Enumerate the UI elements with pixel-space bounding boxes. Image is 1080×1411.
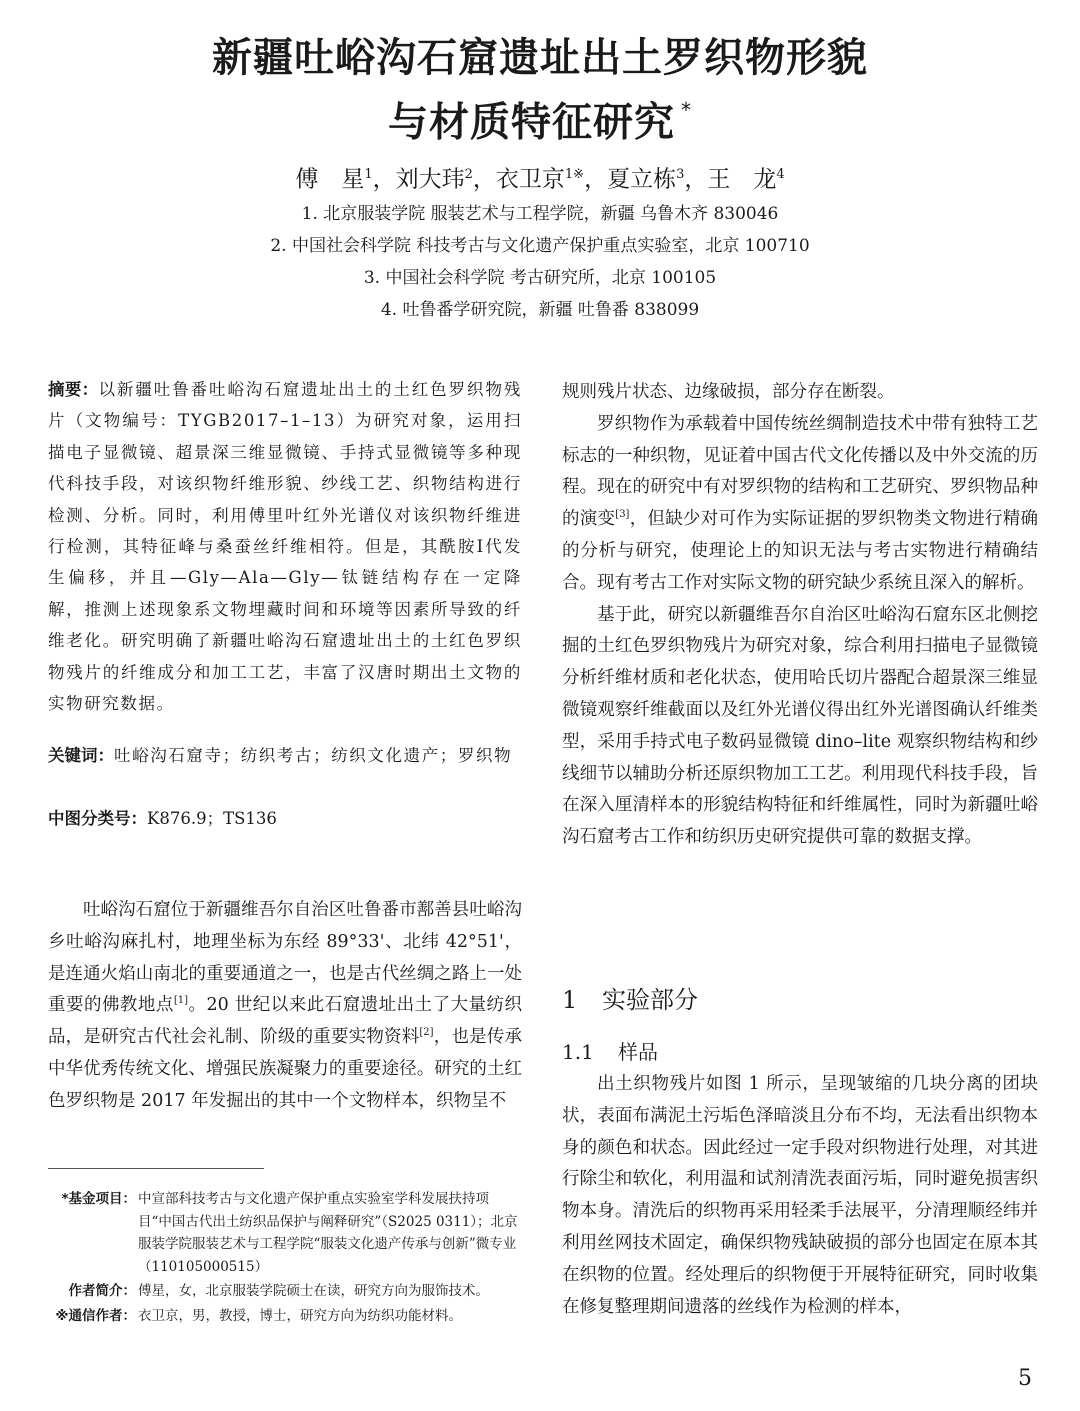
author-list: 傅 星$^1$，刘大玮$^2$，衣卫京$^{1※}$，夏立栋$^3$，王 龙$^4$ xyxy=(295,166,785,193)
affiliation: 2. 中国社会科学院 科技考古与文化遗产保护重点实验室，北京 100710 xyxy=(270,236,810,256)
footnote-text: 傅星，女，北京服装学院硕士在读，研究方向为服饰技术。 xyxy=(138,1283,489,1299)
paragraph: 出土织物残片如图 1 所示，呈现皱缩的几块分离的团块状，表面布满泥土污垢色泽暗淡且分布不均，无法看出织物本身的颜色和状态。因此经过一定手段对织物进行处理，对其进行除尘和软化，利用温和试剂清洗表面污垢，同时避免损害织物本身。清洗后的织物再采用轻柔手法展平，分清理顺经纬并利用丝网技术固定，确保织物残缺破损的部分也固定在原本其在织物的位置。经处理后的织物便于开展特征研究，同时收集在修复整理期间遗落的丝线作为检测的样本， xyxy=(562,1074,1038,1317)
footnote-label: 作者简介： xyxy=(68,1283,136,1299)
section-number: 1.1 xyxy=(562,1040,594,1064)
abstract xyxy=(48,374,522,719)
paragraph-text: 吐峪沟石窟位于新疆维吾尔自治区吐鲁番市鄯善县吐峪沟乡吐峪沟麻扎村，地理坐标为东经 89°33'、北纬 42°51'，是连通火焰山南北的重要通道之一，也是古代丝绸之路上一处重要的佛教地点 xyxy=(48,900,522,1016)
author-name: 王 龙 xyxy=(707,166,777,193)
paragraph xyxy=(48,895,522,1118)
footnote-funding xyxy=(48,1188,522,1278)
footnote-text: 中宣部科技考古与文化遗产保护重点实验室学科发展扶持项目“中国古代出土纺织品保护与阐释研究”（S2025 0311）；北京服装学院服装艺术与工程学院“服装文化遗产传承与创新”微专业（110105000515） xyxy=(138,1191,518,1275)
author-name: 傅 星 xyxy=(295,166,365,193)
citation-ref[interactable]: [2] xyxy=(419,1027,434,1039)
paper-title-line-2-text: 与材质特征研究 xyxy=(388,99,675,146)
author-affiliation-mark: 1※ xyxy=(564,167,585,182)
classification-text: K876.9；TS136 xyxy=(147,809,277,828)
citation-ref[interactable]: [1] xyxy=(173,995,189,1007)
citation-ref[interactable]: [3] xyxy=(615,509,630,521)
abstract-text: 以新疆吐鲁番吐峪沟石窟遗址出土的土红色罗织物残片（文物编号：TYGB2017–1–13）为研究对象，运用扫描电子显微镜、超景深三维显微镜、手持式显微镜等多种现代科技手段，对该织物纤维形貌、纱线工艺、织物结构进行检测、分析。同时，利用傅里叶红外光谱仪对该织物纤维进行检测，其特征峰与桑蚕丝纤维相符。但是，其酰胺Ⅰ代发生偏移，并且—Gly—Ala—Gly—钛链结构存在一定降解，推测上述现象系文物埋藏时间和环境等因素所导致的纤维老化。研究明确了新疆吐峪沟石窟遗址出土的土红色罗织物残片的纤维成分和加工工艺，丰富了汉唐时期出土文物的实物研究数据。 xyxy=(48,380,522,714)
keywords xyxy=(48,740,522,771)
paragraph-text: 。20 世纪以来此石窟遗址出土了大量纺织品，是研究古代社会礼制、阶级的重要实物资料 xyxy=(48,995,522,1048)
affiliation: 4. 吐鲁番学研究院，新疆 吐鲁番 838099 xyxy=(380,300,700,320)
paper-title-line-2 xyxy=(0,86,1080,150)
paragraph: 基于此，研究以新疆维吾尔自治区吐峪沟石窟东区北侧挖掘的土红色罗织物残片为研究对象，综合利用扫描电子显微镜分析纤维材质和老化状态，使用哈氏切片器配合超景深三维显微镜观察纤维截面以及红外光谱仪得出红外光谱图确认纤维类型，采用手持式电子数码显微镜 dino–lite 观察织物结构和纱线细节以辅助分析还原织物加工工艺。利用现代科技手段，旨在深入厘清样本的形貌结构特征和纤维属性，同时为新疆吐峪沟石窟考古工作和纺织历史研究提供可靠的数据支撑。 xyxy=(562,604,1038,848)
footnote-divider xyxy=(48,1168,264,1169)
keywords-label: 关键词： xyxy=(48,746,114,765)
paper-title-line-1: 新疆吐峪沟石窟遗址出土罗织物形貌 xyxy=(212,35,868,81)
keywords-text: 吐峪沟石窟寺；纺织考古；纺织文化遗产；罗织物 xyxy=(114,746,513,765)
paragraph-text: 罗织物作为承载着中国传统丝绸制造技术中带有独特工艺标志的一种织物，见证着中国古代文化传播以及中外交流的历程。现在的研究中有对罗织物的结构和工艺研究、罗织物品种的演变 xyxy=(562,413,1038,530)
paragraph: 规则残片状态、边缘破损，部分存在断裂。 xyxy=(562,382,895,402)
footnote-label: ※通信作者： xyxy=(55,1307,136,1324)
section-heading-1-1 xyxy=(562,1036,658,1068)
section-1-1-body xyxy=(562,1069,1038,1323)
author-affiliation-mark: 2 xyxy=(464,167,473,182)
funding-footnote-mark: * xyxy=(681,98,692,122)
classification-label: 中图分类号： xyxy=(48,809,147,828)
section-title: 实验部分 xyxy=(602,986,698,1014)
section-heading-1 xyxy=(562,982,698,1018)
classification-number xyxy=(48,803,522,834)
paragraph-text: ，也是传承中华优秀传统文化、增强民族凝聚力的重要途径。研究的土红色罗织物是 2017 年发掘出的其中一个文物样本，织物呈不 xyxy=(48,1027,523,1111)
footnote-author-bio xyxy=(48,1280,522,1303)
author-affiliation-mark: 1 xyxy=(364,167,373,182)
author-name: 衣卫京 xyxy=(495,166,565,193)
affiliation: 1. 北京服装学院 服装艺术与工程学院，新疆 乌鲁木齐 830046 xyxy=(301,204,779,224)
section-number: 1 xyxy=(562,986,578,1014)
author-name: 刘大玮 xyxy=(395,166,465,193)
page-number: 5 xyxy=(1018,1366,1032,1391)
paragraph xyxy=(562,409,1038,600)
footnotes xyxy=(48,1188,522,1329)
footnote-text: 衣卫京，男，教授，博士，研究方向为纺织功能材料。 xyxy=(138,1307,462,1324)
footnote-label: *基金项目： xyxy=(61,1191,136,1207)
paragraph-text: ，但缺少对可作为实际证据的罗织物类文物进行精确的分析与研究，使理论上的知识无法与考古实物进行精确结合。现有考古工作对实际文物的研究缺少系统且深入的解析。 xyxy=(562,509,1039,593)
intro-right-column xyxy=(562,377,1038,854)
author-name: 夏立栋 xyxy=(607,166,677,193)
author-affiliation-mark: 3 xyxy=(676,167,685,182)
footnote-corresponding-author xyxy=(48,1305,522,1328)
section-title: 样品 xyxy=(618,1040,658,1064)
abstract-label: 摘要： xyxy=(48,380,99,399)
affiliation: 3. 中国社会科学院 考古研究所，北京 100105 xyxy=(363,268,717,288)
author-affiliation-mark: 4 xyxy=(776,167,785,182)
intro-left-column xyxy=(48,895,522,1118)
